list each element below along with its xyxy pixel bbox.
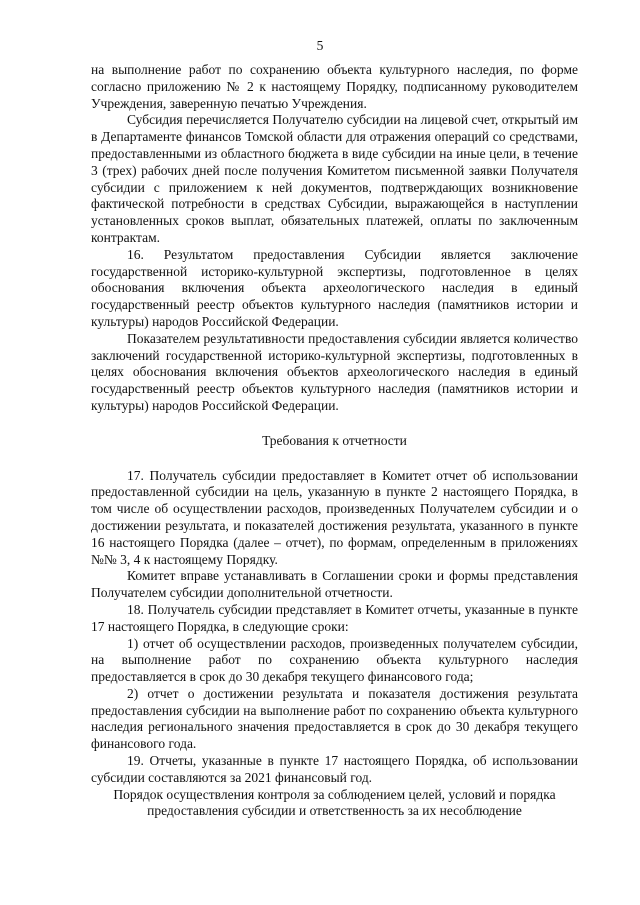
paragraph-subsidy-transfer: Субсидия перечисляется Получателю субсидии на лицевой счет, открытый им в Департаменте финансов Томской области для отражения операций со средствами, предоставленными из областного бюджета в виде субсидии на иные цели, в течение 3 (трех) рабочих дней после получения Комитетом письменной заявки Получателя субсидии с приложением к ней документов, подтверждающих возникновение фактической потребности в средствах Субсидии, выражающейся в наступлении установленных сроков выплат, обязательных платежей, оплаты по заключенным контрактам. bbox=[91, 112, 578, 245]
paragraph-item-18: 18. Получатель субсидии представляет в Комитет отчеты, указанные в пункте 17 настоящего Порядка, в следующие сроки: bbox=[91, 601, 578, 634]
closing-heading-line-1: Порядок осуществления контроля за соблюдением целей, условий и порядка bbox=[113, 786, 556, 802]
paragraph-item-18-1: 1) отчет об осуществлении расходов, произведенных получателем субсидии, на выполнение работ по сохранению объекта культурного наследия предоставляется в срок до 30 декабря текущего финансового года; bbox=[91, 635, 578, 685]
paragraph-continuation: на выполнение работ по сохранению объекта культурного наследия, по форме согласно приложению № 2 к настоящему Порядку, подписанному руководителем Учреждения, заверенную печатью Учреждения. bbox=[91, 62, 578, 111]
paragraph-item-18-2: 2) отчет о достижении результата и показателя достижения результата предоставления субсидии на выполнение работ по сохранению объекта культурного наследия регионального значения предоставляется в срок до 30 декабря текущего финансового года. bbox=[91, 685, 578, 752]
paragraph-item-17: 17. Получатель субсидии предоставляет в Комитет отчет об использовании предоставленной субсидии на цель, указанную в пункте 2 настоящего Порядка, в том числе об осуществлении расходов, произведенных Получателем субсидии и о достижении результата, и показателей достижения результата, указанного в пункте 16 настоящего Порядка (далее – отчет), по формам, определенным в приложениях №№ 3, 4 к настоящему Порядку. bbox=[91, 467, 578, 567]
paragraph-item-19: 19. Отчеты, указанные в пункте 17 настоящего Порядка, об использовании субсидии составляются за 2021 финансовый год. bbox=[91, 753, 578, 785]
section-heading-reporting: Требования к отчетности bbox=[262, 432, 407, 448]
page-number: 5 bbox=[316, 38, 324, 53]
paragraph-performance-indicator: Показателем результативности предоставления субсидии является количество заключений государственной историко-культурной экспертизы, подготовленных в целях обоснования включения объектов археологического наследия в единый государственный реестр объектов культурного наследия (памятников истории и культуры) народов Российской Федерации. bbox=[91, 330, 578, 413]
document-body bbox=[91, 62, 578, 820]
paragraph-item-16: 16. Результатом предоставления Субсидии является заключение государственной историко-культурной экспертизы, подготовленное в целях обоснования включения объекта археологического наследия в единый государственный реестр объектов культурного наследия (памятников истории и культуры) народов Российской Федерации. bbox=[91, 246, 578, 329]
closing-heading-line-2: предоставления субсидии и ответственность за их несоблюдение bbox=[147, 803, 522, 819]
paragraph-additional-reporting: Комитет вправе устанавливать в Соглашении сроки и формы представления Получателем субсидии дополнительной отчетности. bbox=[91, 568, 578, 601]
